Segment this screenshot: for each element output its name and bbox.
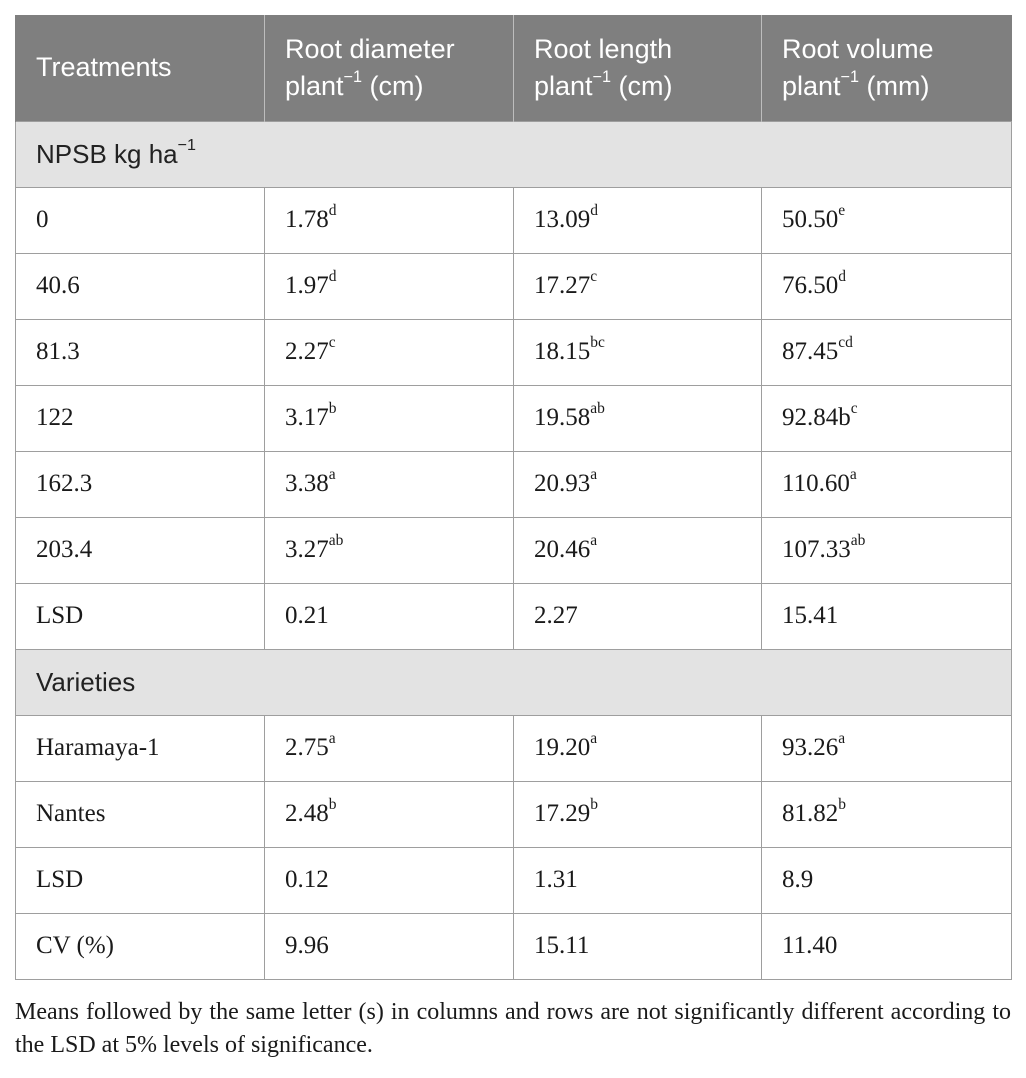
significance-letter: a (838, 730, 846, 748)
significance-letter: c (590, 268, 598, 286)
row-label: 81.3 (16, 319, 265, 385)
table-cell: 1.78$^d$ (265, 187, 514, 253)
table-cell: 2.27 (514, 583, 762, 649)
row-label: LSD (16, 847, 265, 913)
row-label: 122 (16, 385, 265, 451)
table-row (16, 253, 1012, 319)
table-row (16, 583, 1012, 649)
table-cell: 13.09$^d$ (514, 187, 762, 253)
table-row (16, 847, 1012, 913)
data-table (15, 15, 1012, 980)
table-cell: 17.29$^b$ (514, 781, 762, 847)
significance-letter: bc (590, 334, 605, 352)
row-label: Haramaya-1 (16, 715, 265, 781)
table-cell: 50.50e (762, 187, 1012, 253)
table-cell: 20.93$^a$ (514, 451, 762, 517)
row-label: 0 (16, 187, 265, 253)
table-cell: 15.41 (762, 583, 1012, 649)
table-cell: 19.58$^{ab}$ (514, 385, 762, 451)
significance-letter: b (328, 400, 337, 418)
table-row (16, 385, 1012, 451)
header-root-volume: Root volume plant$^{-1}$ (mm) (762, 15, 1012, 121)
significance-letter: d (590, 202, 598, 220)
table-cell: 17.27$^c$ (514, 253, 762, 319)
table-cell: 8.9 (762, 847, 1012, 913)
significance-letter: d (328, 202, 337, 220)
significance-letter: a (590, 730, 598, 748)
row-label: 162.3 (16, 451, 265, 517)
table-row (16, 451, 1012, 517)
table-cell: 1.97$^d$ (265, 253, 514, 319)
section-row (16, 121, 1012, 187)
table-row (16, 913, 1012, 979)
significance-letter: ab (328, 532, 344, 550)
significance-letter: d (328, 268, 337, 286)
header-row (16, 15, 1012, 121)
table-row (16, 517, 1012, 583)
significance-letter: e (838, 202, 846, 220)
table-cell: 81.82$^b$ (762, 781, 1012, 847)
table-cell: 110.60$^a$ (762, 451, 1012, 517)
significance-letter: b (328, 796, 337, 814)
header-root-diameter: Root diameter plant$^{-1}$ (cm) (265, 15, 514, 121)
row-label: CV (%) (16, 913, 265, 979)
significance-letter: a (328, 730, 336, 748)
table-cell: $92.84b^c$ (762, 385, 1012, 451)
significance-letter: b (590, 796, 598, 814)
table-cell: 107.33$^{ab}$ (762, 517, 1012, 583)
significance-letter: ab (590, 400, 605, 418)
table-cell: 2.75$^a$ (265, 715, 514, 781)
table-cell: 18.15$^{bc}$ (514, 319, 762, 385)
row-label: LSD (16, 583, 265, 649)
table-cell: 1.31 (514, 847, 762, 913)
footnote: Means followed by the same letter (s) in columns and rows are not significantly different according to the LSD at 5% levels of significance. (15, 999, 1011, 1058)
section-title: Varieties (16, 649, 1012, 715)
table-row (16, 187, 1012, 253)
table-cell: 87.45$^{cd}$ (762, 319, 1012, 385)
table-cell: 0.21 (265, 583, 514, 649)
header-treatments: Treatments (16, 15, 265, 121)
table-cell: 9.96 (265, 913, 514, 979)
table-cell: 93.26$^a$ (762, 715, 1012, 781)
table-cell: 15.11 (514, 913, 762, 979)
significance-letter: d (838, 268, 846, 286)
table-cell: 11.40 (762, 913, 1012, 979)
header-root-length: Root length plant$^{-1}$ (cm) (514, 15, 762, 121)
table-cell: 0.12 (265, 847, 514, 913)
significance-letter: a (590, 532, 598, 550)
table-body (16, 121, 1012, 979)
significance-letter: a (328, 466, 336, 484)
significance-letter: a (590, 466, 598, 484)
row-label: Nantes (16, 781, 265, 847)
table-cell: 3.27$^{ab}$ (265, 517, 514, 583)
table-cell: 3.38$^a$ (265, 451, 514, 517)
table-row (16, 715, 1012, 781)
table-row (16, 781, 1012, 847)
table-cell: 19.20$^a$ (514, 715, 762, 781)
significance-letter: b (838, 796, 846, 814)
row-label: 203.4 (16, 517, 265, 583)
table-cell: 2.27$^c$ (265, 319, 514, 385)
significance-letter: a (849, 466, 857, 484)
significance-letter: cd (838, 334, 853, 352)
row-label: 40.6 (16, 253, 265, 319)
significance-letter: c (328, 334, 336, 352)
significance-letter: c (850, 400, 858, 418)
table-cell: 3.17$^b$ (265, 385, 514, 451)
table-cell: 2.48$^b$ (265, 781, 514, 847)
table-cell: 76.50$^d$ (762, 253, 1012, 319)
table-cell: 20.46$^a$ (514, 517, 762, 583)
significance-letter: ab (850, 532, 866, 550)
section-title: NPSB kg $ha^{-1}$ (16, 121, 1012, 187)
section-row (16, 649, 1012, 715)
table-row (16, 319, 1012, 385)
